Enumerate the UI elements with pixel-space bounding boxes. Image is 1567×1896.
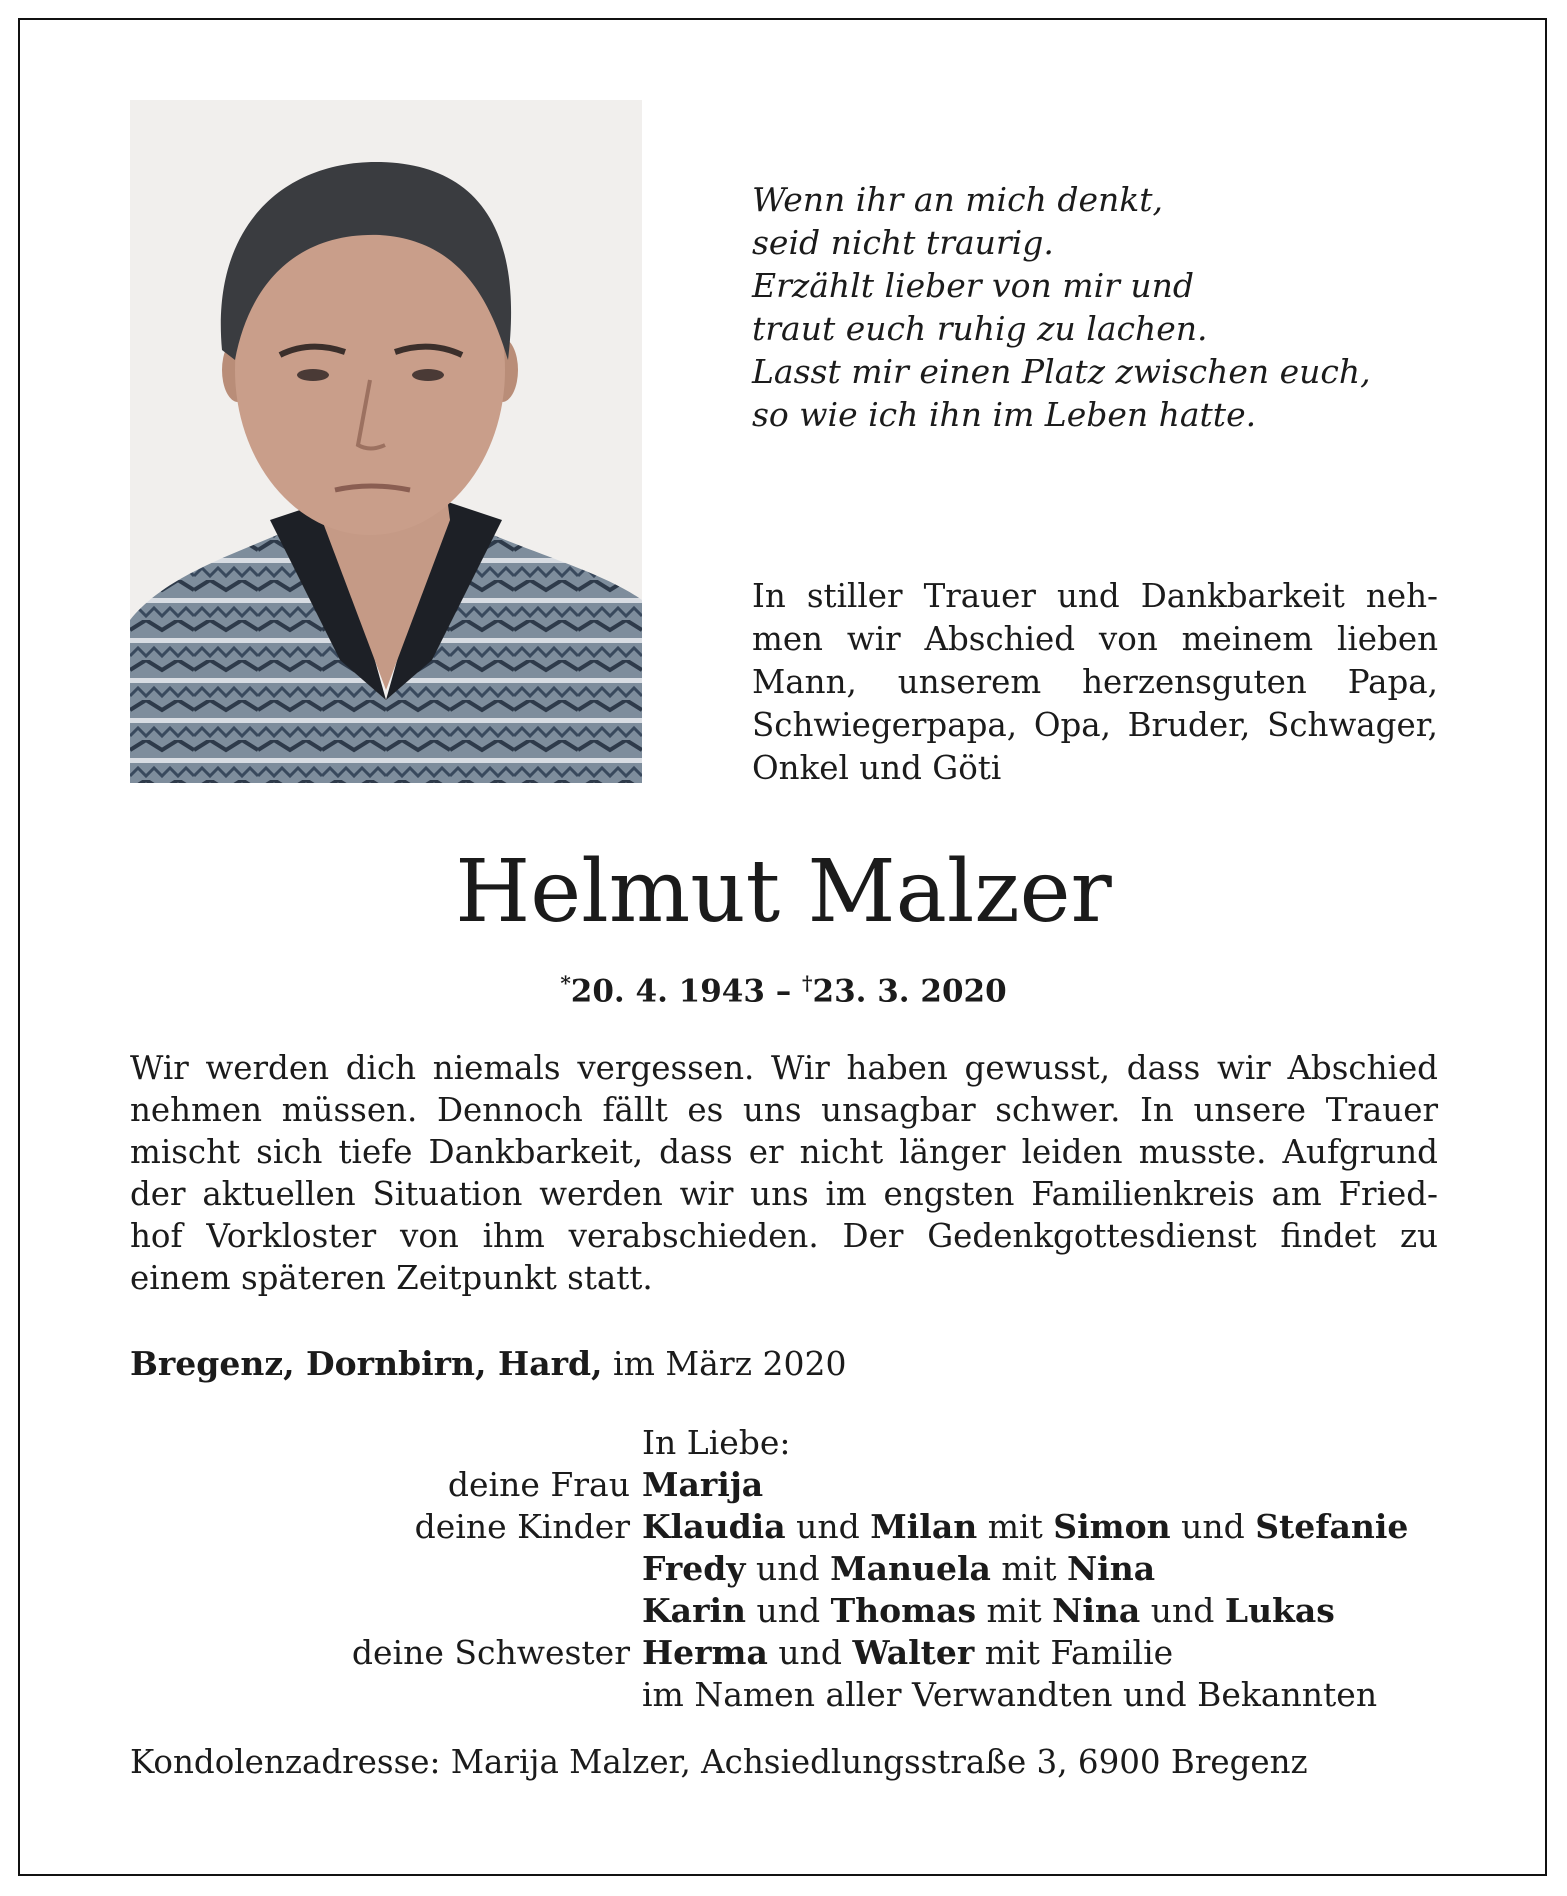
relation-label: deine Kinder bbox=[414, 1507, 630, 1546]
message-line: hof Vorkloster von ihm verabschieden. Der Gedenkgottesdienst findet zu bbox=[130, 1217, 1438, 1255]
message-line: der aktuellen Situation werden wir uns im engsten Familienkreis am Fried- bbox=[130, 1175, 1438, 1213]
signer-name: Herma bbox=[642, 1633, 768, 1672]
birth-date: 20. 4. 1943 bbox=[570, 973, 765, 1010]
intro-line: In stiller Trauer und Dankbarkeit neh- bbox=[752, 577, 1438, 615]
signer-row-children bbox=[130, 1506, 1450, 1548]
signer-name: Karin bbox=[642, 1591, 746, 1630]
places: Bregenz, Dornbirn, Hard, bbox=[130, 1344, 603, 1383]
place-date bbox=[130, 1342, 846, 1386]
deceased-name: Helmut Malzer bbox=[455, 842, 1112, 942]
condolence-address: Kondolenzadresse: Marija Malzer, Achsiedlungsstraße 3, 6900 Bregenz bbox=[130, 1743, 1308, 1781]
connector: und bbox=[767, 1633, 853, 1672]
message-line: mischt sich tiefe Dankbarkeit, dass er nicht länger leiden musste. Aufgrund bbox=[130, 1133, 1438, 1171]
signer-row-children-2 bbox=[130, 1548, 1450, 1590]
signer-name: Walter bbox=[852, 1633, 975, 1672]
relation-label: deine Schwester bbox=[351, 1633, 630, 1672]
signer-name: Stefanie bbox=[1255, 1507, 1409, 1546]
closing-line: im Namen aller Verwandten und Bekannten bbox=[642, 1675, 1378, 1714]
signer-name: Nina bbox=[1052, 1591, 1141, 1630]
signer-name: Milan bbox=[870, 1507, 978, 1546]
poem-line: traut euch ruhig zu lachen. bbox=[752, 309, 1208, 348]
signer-row-wife bbox=[130, 1464, 1450, 1506]
poem-line: Wenn ihr an mich denkt, bbox=[752, 180, 1163, 219]
death-mark: † bbox=[802, 971, 813, 995]
message-line: Wir werden dich niemals vergessen. Wir haben gewusst, dass wir Abschied bbox=[130, 1049, 1438, 1087]
signer-name: Marija bbox=[642, 1465, 764, 1504]
signer-name: Nina bbox=[1067, 1549, 1156, 1588]
month-year: im März 2020 bbox=[602, 1344, 847, 1383]
birth-mark: * bbox=[560, 971, 571, 995]
poem-line: seid nicht traurig. bbox=[752, 223, 1054, 262]
signer-row-children-3 bbox=[130, 1590, 1450, 1632]
connector: und bbox=[1170, 1507, 1256, 1546]
message-line: einem späteren Zeitpunkt statt. bbox=[130, 1259, 653, 1297]
relation-label: deine Frau bbox=[447, 1465, 630, 1504]
connector: und bbox=[1140, 1591, 1225, 1630]
life-dates bbox=[0, 963, 1567, 1011]
signer-name: Lukas bbox=[1224, 1591, 1335, 1630]
date-separator: – bbox=[764, 973, 803, 1010]
death-date: 23. 3. 2020 bbox=[812, 973, 1007, 1010]
signer-name: Simon bbox=[1053, 1507, 1171, 1546]
signer-name: Fredy bbox=[642, 1549, 746, 1588]
signers-block bbox=[130, 1422, 1450, 1716]
connector: mit bbox=[977, 1507, 1054, 1546]
intro-paragraph bbox=[752, 575, 1438, 790]
poem-line: Lasst mir einen Platz zwischen euch, bbox=[752, 352, 1371, 391]
message-paragraph bbox=[130, 1047, 1438, 1299]
intro-line: Mann, unserem herzensguten Papa, bbox=[752, 663, 1438, 701]
connector: mit bbox=[976, 1591, 1053, 1630]
intro-line: Onkel und Göti bbox=[752, 749, 1002, 787]
signers-heading: In Liebe: bbox=[642, 1423, 791, 1462]
poem-line: Erzählt lieber von mir und bbox=[752, 266, 1195, 305]
connector: mit bbox=[990, 1549, 1068, 1588]
poem-line: so wie ich ihn im Leben hatte. bbox=[752, 395, 1257, 434]
message-line: nehmen müssen. Dennoch fällt es uns unsagbar schwer. In unsere Trauer bbox=[130, 1091, 1438, 1129]
connector: mit Familie bbox=[974, 1633, 1174, 1672]
signer-row-closing bbox=[130, 1674, 1450, 1716]
signer-row-sister bbox=[130, 1632, 1450, 1674]
signer-name: Thomas bbox=[830, 1591, 977, 1630]
connector: und bbox=[745, 1591, 831, 1630]
intro-line: Schwiegerpapa, Opa, Bruder, Schwager, bbox=[752, 706, 1438, 744]
signer-name: Manuela bbox=[830, 1549, 991, 1588]
memorial-poem bbox=[752, 178, 1371, 436]
connector: und bbox=[785, 1507, 871, 1546]
signer-name: Klaudia bbox=[642, 1507, 786, 1546]
intro-line: men wir Abschied von meinem lieben bbox=[752, 620, 1438, 658]
portrait-photo bbox=[130, 100, 642, 783]
connector: und bbox=[745, 1549, 831, 1588]
signers-heading-row bbox=[130, 1422, 1450, 1464]
